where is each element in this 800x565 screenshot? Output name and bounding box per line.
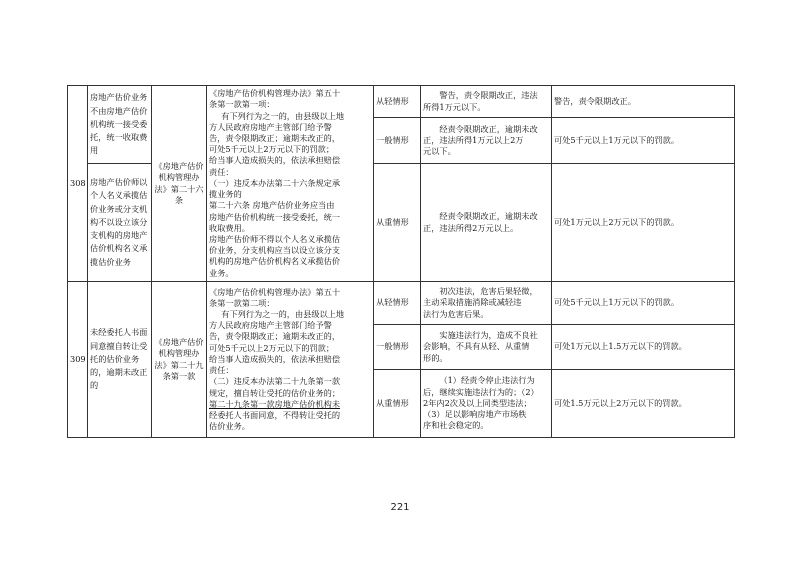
row-index: 308 [68, 86, 88, 282]
table-row [68, 282, 735, 325]
penalty-standard: 警告，责令限期改正。 [552, 86, 735, 118]
level-label: 一般情形 [374, 325, 421, 370]
level-condition: 经责令限期改正，逾期未改 正，违法所得1万元以上2万 元以下。 [421, 118, 552, 164]
penalty-provision: 《房地产估价机构管理办法》第五十 条第一款第二项： 有下列行为之一的，由县级以上地 方人民政府房地产主管部门给予警 告，责令限期改正；逾期未改正的， 可处5千元以上2万元以下的罚款； 给当事人造成损失的，依法承担赔偿 责任： （二）违反本办法第二十九条第一款 规定，擅自转让受托的估价业务的； 第二十九条第一款房地产估价机构未 经委托人书面同意，不得转让受托的 估价业务。 [207, 282, 374, 438]
level-condition: 经责令限期改正，逾期未改 正，违法所得2万元以上。 [421, 164, 552, 282]
level-label: 从轻情形 [374, 282, 421, 325]
level-label: 一般情形 [374, 118, 421, 164]
legal-basis: 《房地产估价机构管理办法》第二十九条第一款 [152, 282, 207, 438]
penalty-standard: 可处1万元以上1.5万元以下的罚款。 [552, 325, 735, 370]
row-index: 309 [68, 282, 88, 438]
level-label: 从重情形 [374, 164, 421, 282]
level-condition: 初次违法，危害后果轻微， 主动采取措施消除或减轻违 法行为危害后果。 [421, 282, 552, 325]
legal-basis: 《房地产估价机构管理办法》第二十六条 [152, 86, 207, 282]
penalty-standard: 可处5千元以上1万元以下的罚款。 [552, 282, 735, 325]
level-condition: 警告，责令限期改正，违法 所得1万元以下。 [421, 86, 552, 118]
penalty-standard: 可处1万元以上2万元以下的罚款。 [552, 164, 735, 282]
level-condition: 实施违法行为，造成不良社 会影响，不具有从轻、从重情 形的。 [421, 325, 552, 370]
penalty-standard: 可处5千元以上1万元以下的罚款。 [552, 118, 735, 164]
level-label: 从轻情形 [374, 86, 421, 118]
violation-item: 未经委托人书面同意擅自转让受托的估价业务的，逾期未改正的 [88, 282, 152, 438]
penalty-provision: 《房地产估价机构管理办法》第五十 条第一款第一项： 有下列行为之一的，由县级以上地 方人民政府房地产主管部门给予警 告，责令限期改正；逾期未改正的， 可处5千元以上2万元以下的罚款； 给当事人造成损失的，依法承担赔偿 责任： （一）违反本办法第二十六条规定承 揽业务的 第二十六条 房地产估价业务应当由 房地产估价机构统一接受委托，统一 收取费用。 房地产估价师不得以个人名义承揽估 价业务，分支机构应当以设立该分支 机构的房地产估价机构名义承揽估价 业务。 [207, 86, 374, 282]
violation-item: 房地产估价师以个人名义承揽估价业务或分支机构不以设立该分支机构的房地产估价机构名义承揽估价业务 [88, 164, 152, 282]
level-condition: （1）经责令停止违法行为 后，继续实施违法行为的；（2） 2年内2次及以上同类型违法； （3）足以影响房地产市场秩 序和社会稳定的。 [421, 370, 552, 438]
table-row [68, 86, 735, 118]
level-label: 从重情形 [374, 370, 421, 438]
violation-item: 房地产估价业务不由房地产估价机构统一接受委托，统一收取费用 [88, 86, 152, 164]
page-number: 221 [390, 502, 410, 513]
penalty-standard-table [67, 85, 735, 438]
penalty-standard: 可处1.5万元以上2万元以下的罚款。 [552, 370, 735, 438]
